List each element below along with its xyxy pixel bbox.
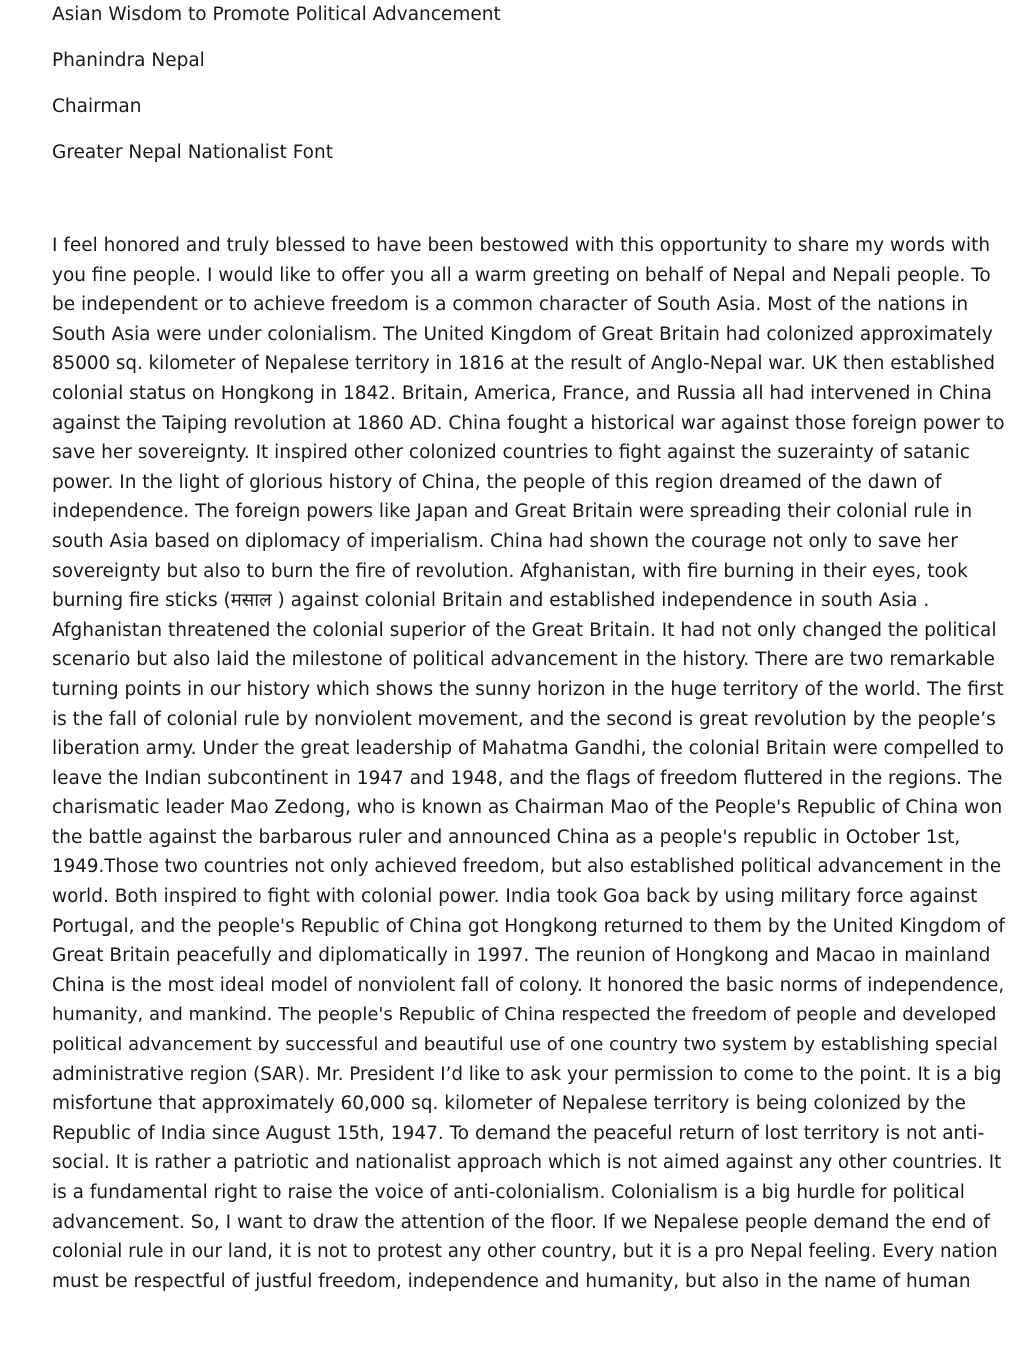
body-line: South Asia were under colonialism. The United Kingdom of Great Britain had colonized approximately [52, 323, 993, 345]
body-line: world. Both inspired to fight with colonial power. India took Goa back by using military force against [52, 886, 978, 908]
body-line: turning points in our history which shows the sunny horizon in the huge territory of the world. The first [52, 678, 1004, 700]
body-line: I feel honored and truly blessed to have been bestowed with this opportunity to share my words with [52, 235, 991, 256]
body-line: advancement. So, I want to draw the attention of the floor. If we Nepalese people demand the end of [52, 1211, 991, 1233]
author-name: Phanindra Nepal [52, 50, 205, 71]
body-line: save her sovereignty. It inspired other colonized countries to fight against the suzerainty of satanic [52, 442, 970, 464]
body-line: scenario but also laid the milestone of political advancement in the history. There are two remarkable [52, 649, 995, 671]
body-line: you fine people. I would like to offer you all a warm greeting on behalf of Nepal and Nepali people. To [52, 264, 991, 286]
body-line: the battle against the barbarous ruler and announced China as a people's republic in October 1st, [52, 826, 961, 848]
body-line: 85000 sq. kilometer of Nepalese territory in 1816 at the result of Anglo-Nepal war. UK then established [52, 353, 995, 375]
body-line: charismatic leader Mao Zedong, who is known as Chairman Mao of the People's Republic of China won [52, 797, 1003, 819]
body-line: China is the most ideal model of nonviolent fall of colony. It honored the basic norms of independence, [52, 974, 1005, 996]
body-line: colonial rule in our land, it is not to protest any other country, but it is a pro Nepal feeling. Every nation [52, 1241, 998, 1263]
body-line: Portugal, and the people's Republic of China got Hongkong returned to them by the United Kingdom of [52, 915, 1005, 937]
body-line: against the Taiping revolution at 1860 AD. China fought a historical war against those foreign power to [52, 412, 1005, 434]
body-line: burning fire sticks (मसाल ) against colonial Britain and established independence in south Asia . [52, 590, 930, 612]
body-line: independence. The foreign powers like Japan and Great Britain were spreading their colonial rule in [52, 501, 973, 523]
body-paragraph [52, 231, 1007, 1296]
body-line: is a fundamental right to raise the voice of anti-colonialism. Colonialism is a big hurdle for political [52, 1182, 965, 1203]
body-line: must be respectful of justful freedom, independence and humanity, but also in the name of human [52, 1270, 971, 1292]
body-line: political advancement by successful and beautiful use of one country two system by establishing special [52, 1034, 998, 1056]
document-title: Asian Wisdom to Promote Political Advancement [52, 4, 501, 25]
body-line: power. In the light of glorious history of China, the people of this region dreamed of the dawn of [52, 471, 942, 493]
body-line: sovereignty but also to burn the fire of revolution. Afghanistan, with fire burning in their eyes, took [52, 560, 968, 582]
body-line: is the fall of colonial rule by nonviolent movement, and the second is great revolution by the people’s [52, 708, 996, 730]
body-line: be independent or to achieve freedom is a common character of South Asia. Most of the nations in [52, 294, 969, 316]
body-line: social. It is rather a patriotic and nationalist approach which is not aimed against any other countries. It [52, 1152, 1002, 1174]
author-role: Chairman [52, 96, 142, 117]
body-line: liberation army. Under the great leadership of Mahatma Gandhi, the colonial Britain were compelled to [52, 738, 1004, 760]
body-line: leave the Indian subcontinent in 1947 and 1948, and the flags of freedom fluttered in the regions. The [52, 767, 1003, 789]
body-line: Afghanistan threatened the colonial superior of the Great Britain. It had not only changed the political [52, 619, 997, 641]
body-line: Great Britain peacefully and diplomatically in 1997. The reunion of Hongkong and Macao in mainland [52, 945, 991, 967]
body-line: administrative region (SAR). Mr. President I’d like to ask your permission to come to the point. It is a big [52, 1063, 1002, 1085]
body-line: humanity, and mankind. The people's Republic of China respected the freedom of people and developed [52, 1004, 997, 1026]
body-line: misfortune that approximately 60,000 sq. kilometer of Nepalese territory is being colonized by the [52, 1093, 966, 1115]
body-line: 1949.Those two countries not only achieved freedom, but also established political advancement in the [52, 856, 1002, 878]
body-line: colonial status on Hongkong in 1842. Britain, America, France, and Russia all had intervened in China [52, 382, 992, 404]
organization-name: Greater Nepal Nationalist Font [52, 142, 333, 163]
body-line: south Asia based on diplomacy of imperialism. China had shown the courage not only to save her [52, 530, 958, 552]
body-line: Republic of India since August 15th, 1947. To demand the peaceful return of lost territory is not anti- [52, 1122, 985, 1144]
